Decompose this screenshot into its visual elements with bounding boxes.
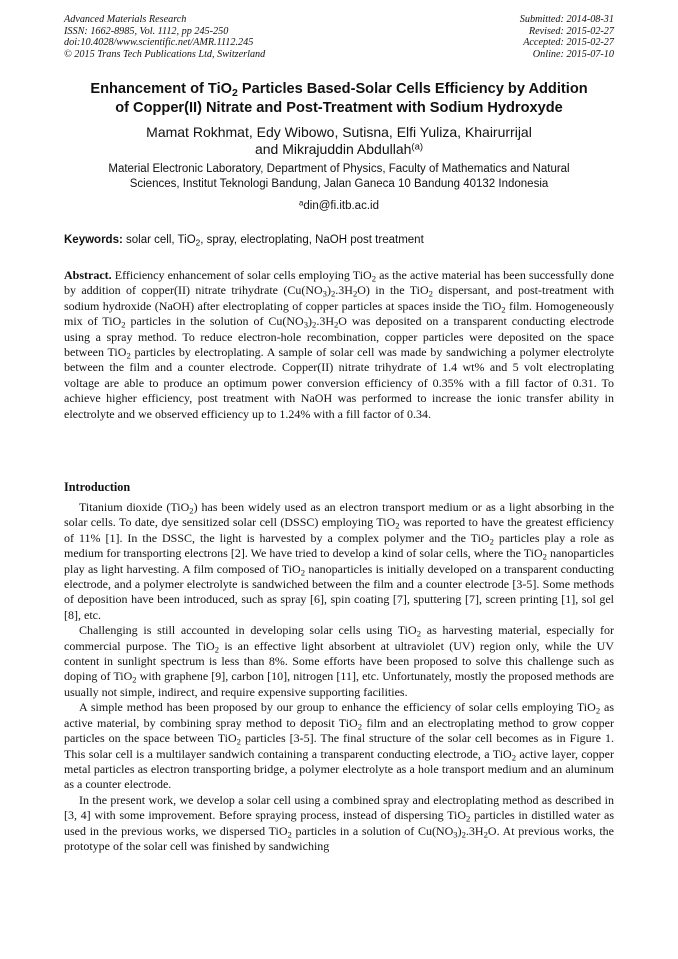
authors-line-1: Mamat Rokhmat, Edy Wibowo, Sutisna, Elfi Yuliza, Khairurrijal [146,124,532,140]
keywords-label: Keywords: [64,234,123,246]
submitted-date: Submitted: 2014-08-31 [519,14,614,25]
affiliation-line-2: Sciences, Institut Teknologi Bandung, Jalan Ganeca 10 Bandung 40132 Indonesia [129,177,549,190]
section-heading-introduction: Introduction [64,480,131,494]
revised-date: Revised: 2015-02-27 [528,25,614,37]
abstract-label: Abstract. [64,268,112,282]
abstract: Abstract. Efficiency enhancement of solar cells employing TiO$_2$ as the active material has been successfully done by addition of copper(II) nitrate trihydrate $(Cu(NO_3)_2.3H_2O)$ in the TiO$_2$ dispersant, and post-treatment with sodium hydroxide (NaOH) after electroplating of copper particles at spaces inside the TiO$_2$ film. Homogeneously mix of TiO$_2$ particles in the solution of $Cu(NO_3)_2.3H_2O$ was deposited on a transparent conducting electrode using a spray method. To reduce electron-hole recombination, copper particles were deposited on the space between TiO$_2$ particles by electroplating. A sample of solar cell was made by sandwiching a polymer electrolyte between the film and a counter electrode. Copper(II) nitrate trihydrate of 1.4 wt% and 5 volt electroplating voltage are able to produce an optimum power conversion efficiency of 0.35% with a fill factor of 0.31. To achieve higher efficiency, post treatment with NaOH was performed to increase the ionic transfer ability in electrolyte and we observed efficiency up to 1.24% with a fill factor of 0.34. [64,268,615,421]
paper-title [40,80,638,117]
affiliation-line-1: Material Electronic Laboratory, Department of Physics, Faculty of Mathematics and Natural [108,163,570,175]
intro-paragraph-4: In the present work, we develop a solar cell using a combined spray and electroplating method as described in [3, 4] with some improvement. Before spraying process, instead of dispersing TiO$_2$ particles in distilled water as used in the previous works, we dispersed TiO$_2$ particles in a solution of $Cu(NO_3)_2.3H_2O$. At previous works, the prototype of the solar cell was finished by sandwiching [64,792,615,853]
keywords: Keywords: solar cell, TiO$_2$, spray, electroplating, NaOH post treatment [64,234,424,248]
issn-volume: ISSN: 1662-8985, Vol. 1112, pp 245-250 [64,25,229,37]
doi: doi:10.4028/www.scientific.net/AMR.1112.245 [64,37,254,49]
intro-paragraph-1: Titanium dioxide (TiO$_2$) has been widely used as an electron transport medium or as a light absorbing in the solar cells. To date, dye sensitized solar cell (DSSC) employing TiO$_2$ was reported to have the greatest efficiency of 11% [1]. In the DSSC, the light is harvested by a complex polymer and the TiO$_2$ particles play a role as medium for transporting electrons [2]. We have tried to develop a kind of solar cells, where the TiO$_2$ nanoparticles play as light harvesting. A film composed of TiO$_2$ nanoparticles is initially developed on a transparent conducting electrode, and a polymer electrolyte is sandwiched between the film and a counter electrode [3-5]. Some methods of deposition have been introduced, such as spray [6], spin coating [7], sputtering [7], screen printing [1], sol gel [8], etc. [64,500,615,622]
contact-email[interactable]: $^a$din@fi.itb.ac.id [299,198,379,212]
intro-paragraph-2: Challenging is still accounted in developing solar cells using TiO$_2$ as harvesting material, especially for commercial purpose. The TiO$_2$ is an effective light absorbent at ultraviolet (UV) region only, while the UV content in sunlight spectrum is less than 8%. Some efforts have been proposed to solve this challenge such as doping of TiO$_2$ with graphene [9], carbon [10], nitrogen [11], etc. Unfortunately, mostly the proposed methods are usually not simple, indirect, and require expensive supporting facilities. [64,623,614,699]
journal-name: Advanced Materials Research [64,14,187,25]
journal-info [64,14,265,60]
article-dates [520,14,614,60]
online-date: Online: 2015-07-10 [532,48,614,60]
affiliation [40,162,638,191]
accepted-date: Accepted: 2015-02-27 [523,37,614,49]
author-list [40,124,638,158]
introduction-body [64,500,614,854]
copyright: © 2015 Trans Tech Publications Ltd, Switzerland [64,48,266,60]
authors-line-2: and Mikrajuddin Abdullah$^{(a)}$ [254,141,424,157]
title-line-2: of Copper(II) Nitrate and Post-Treatment with Sodium Hydroxyde [115,99,563,116]
title-line-1: Enhancement of TiO$_2$ Particles Based-Solar Cells Efficiency by Addition [90,81,588,99]
intro-paragraph-3: A simple method has been proposed by our group to enhance the efficiency of solar cells employing TiO$_2$ as active material, by combining spray method to deposit TiO$_2$ film and an electroplating method to grow copper particles on the space between TiO$_2$ particles [3-5]. The final structure of the solar cell becomes as in Figure 1. This solar cell is a multilayer sandwich containing a transparent conducting electrode, a TiO$_2$ active layer, copper metal particles as electron transporting bridge, a polymer electrolyte as a hole transport medium and an aluminum as a counter electrode. [64,700,615,792]
